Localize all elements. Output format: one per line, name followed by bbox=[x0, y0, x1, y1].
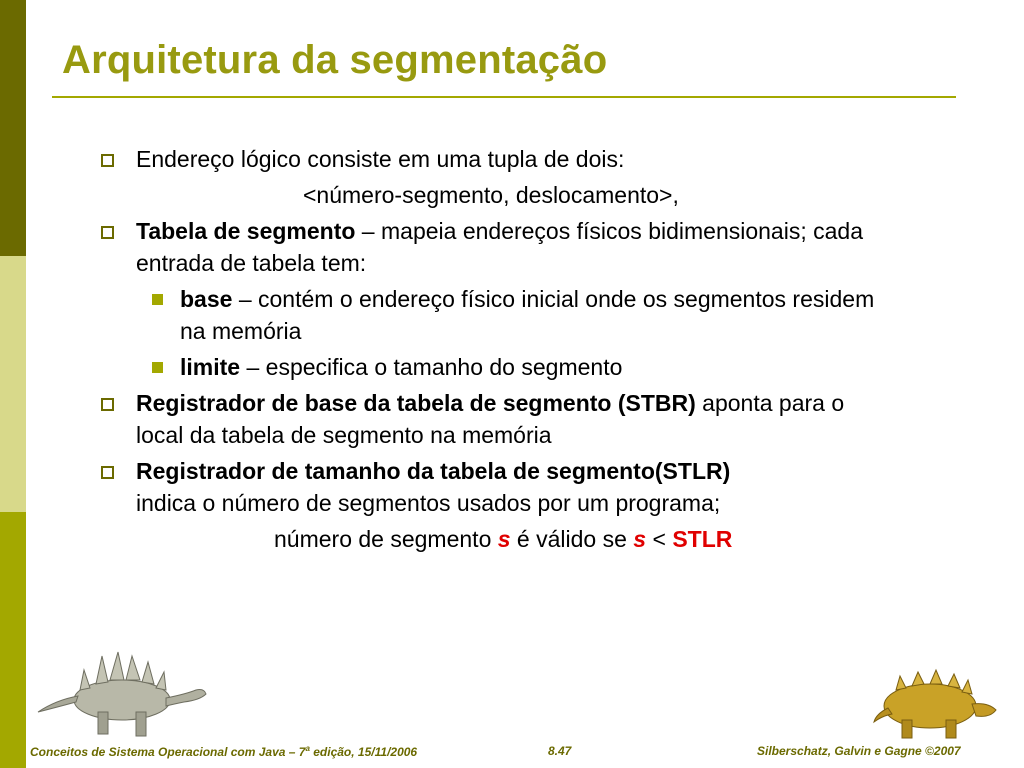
sidebar-stripe bbox=[0, 0, 26, 768]
square-bullet-icon bbox=[101, 398, 114, 411]
segment-variable: s bbox=[497, 526, 511, 552]
bullet-term: Tabela de segmento bbox=[136, 218, 356, 244]
ankylosaurus-icon bbox=[872, 668, 1000, 744]
bullet-term: Registrador de base da tabela de segmento (STBR) bbox=[136, 390, 696, 416]
bullet-text: indica o número de segmentos usados por um programa; bbox=[136, 490, 721, 516]
sidebar-block-mid bbox=[0, 512, 26, 768]
sub-bullet-term: limite bbox=[180, 354, 241, 380]
filled-square-bullet-icon bbox=[152, 294, 163, 305]
page-number: 8.47 bbox=[548, 744, 572, 758]
slide-content bbox=[96, 143, 896, 555]
bullet-text: – mapeia endereços físicos bidimensionais; cada entrada de tabela tem: bbox=[136, 218, 863, 276]
bullet-item bbox=[96, 143, 896, 175]
filled-square-bullet-icon bbox=[152, 362, 163, 373]
bullet-item bbox=[96, 455, 896, 519]
sidebar-block-dark bbox=[0, 0, 26, 256]
condition-text: número de segmento bbox=[274, 526, 498, 552]
condition-text: é válido se bbox=[510, 526, 634, 552]
square-bullet-icon bbox=[101, 154, 114, 167]
sub-bullet-item bbox=[96, 283, 896, 347]
footer-text: edição, 15/11/2006 bbox=[309, 745, 418, 759]
footer-copyright: Silberschatz, Galvin e Gagne ©2007 bbox=[757, 744, 961, 758]
footer-book-title bbox=[30, 744, 417, 759]
sidebar-block-light bbox=[0, 256, 26, 512]
stlr-label: STLR bbox=[672, 526, 733, 552]
stegosaurus-icon bbox=[36, 650, 216, 742]
footer-superscript: a bbox=[305, 744, 310, 753]
footer-text: Conceitos de Sistema Operacional com Java – 7 bbox=[30, 745, 306, 759]
bullet-item bbox=[96, 387, 896, 451]
sub-bullet-text: – contém o endereço físico inicial onde os segmentos residem na memória bbox=[180, 286, 875, 344]
square-bullet-icon bbox=[101, 226, 114, 239]
sub-bullet-text: – especifica o tamanho do segmento bbox=[240, 354, 623, 380]
sub-bullet-item bbox=[96, 351, 896, 383]
less-than-sign: < bbox=[646, 526, 673, 552]
bullet-text: Endereço lógico consiste em uma tupla de dois: bbox=[136, 146, 625, 172]
page-title: Arquitetura da segmentação bbox=[62, 38, 608, 82]
logical-address-tuple: <número-segmento, deslocamento>, bbox=[303, 182, 679, 208]
bullet-term: Registrador de tamanho da tabela de segmento(STLR) bbox=[136, 458, 731, 484]
title-underline bbox=[52, 96, 956, 98]
bullet-item bbox=[96, 215, 896, 279]
validity-condition bbox=[96, 523, 896, 555]
segment-variable: s bbox=[633, 526, 647, 552]
bullet-text: aponta para o local da tabela de segmento na memória bbox=[136, 390, 845, 448]
sub-bullet-term: base bbox=[180, 286, 233, 312]
square-bullet-icon bbox=[101, 466, 114, 479]
